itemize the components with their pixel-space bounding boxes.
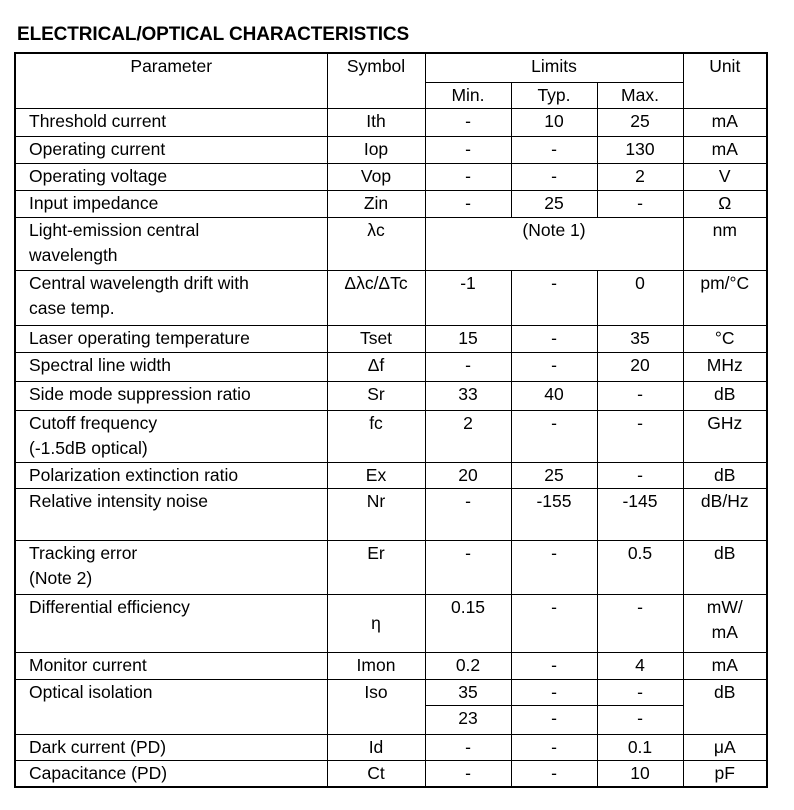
- max-cell: -145: [597, 488, 683, 540]
- max-cell: 0.1: [597, 734, 683, 760]
- header-typ: Typ.: [511, 82, 597, 108]
- parameter-cell: [15, 163, 327, 190]
- table-row: [15, 136, 767, 163]
- max-cell: 4: [597, 652, 683, 679]
- cell-line: Threshold current: [29, 110, 167, 131]
- table-row: [15, 217, 767, 270]
- section-title: ELECTRICAL/OPTICAL CHARACTERISTICS: [17, 24, 410, 45]
- max-cell: 2: [597, 163, 683, 190]
- typ-cell: -: [511, 410, 597, 462]
- unit-cell: [683, 594, 767, 652]
- unit-cell: [683, 325, 767, 352]
- cell-line: Monitor current: [29, 654, 147, 675]
- cell-line: V: [718, 165, 731, 186]
- symbol-cell: λc: [327, 217, 425, 270]
- unit-cell: [683, 760, 767, 787]
- cell-line: mA: [711, 621, 738, 642]
- unit-cell: [683, 734, 767, 760]
- table-body: [15, 53, 767, 787]
- parameter-cell: [15, 652, 327, 679]
- symbol-cell: Iop: [327, 136, 425, 163]
- characteristics-table: [14, 52, 768, 788]
- cell-line: Ω: [718, 192, 732, 213]
- table-row: [15, 540, 767, 594]
- typ-cell: -: [511, 679, 597, 705]
- unit-cell: [683, 108, 767, 136]
- max-cell: -: [597, 705, 683, 734]
- min-cell: -: [425, 163, 511, 190]
- cell-line: Dark current (PD): [29, 736, 167, 757]
- min-cell: -: [425, 136, 511, 163]
- min-cell: -: [425, 488, 511, 540]
- unit-cell: [683, 190, 767, 217]
- max-cell: 35: [597, 325, 683, 352]
- typ-cell: 25: [511, 190, 597, 217]
- table-row: [15, 190, 767, 217]
- cell-line: Tracking error: [29, 542, 138, 563]
- cell-line: Laser operating temperature: [29, 327, 250, 348]
- typ-cell: -: [511, 270, 597, 325]
- typ-cell: -: [511, 734, 597, 760]
- min-cell: -1: [425, 270, 511, 325]
- min-cell: 2: [425, 410, 511, 462]
- cell-line: dB: [714, 681, 736, 702]
- symbol-cell: Δf: [327, 352, 425, 381]
- table-row: [15, 488, 767, 540]
- cell-line: dB: [714, 542, 736, 563]
- max-cell: -: [597, 594, 683, 652]
- typ-cell: -: [511, 594, 597, 652]
- unit-cell: [683, 352, 767, 381]
- unit-cell: [683, 410, 767, 462]
- typ-cell: -: [511, 705, 597, 734]
- parameter-cell: [15, 410, 327, 462]
- parameter-cell: [15, 594, 327, 652]
- typ-cell: -: [511, 325, 597, 352]
- typ-cell: -: [511, 540, 597, 594]
- cell-line: mA: [711, 110, 738, 131]
- parameter-cell: [15, 270, 327, 325]
- max-cell: 0: [597, 270, 683, 325]
- cell-line: pF: [714, 762, 735, 783]
- symbol-cell: η: [327, 594, 425, 652]
- max-cell: -: [597, 381, 683, 410]
- unit-cell: [683, 381, 767, 410]
- min-cell: 33: [425, 381, 511, 410]
- header-symbol: Symbol: [327, 53, 425, 108]
- min-cell: -: [425, 734, 511, 760]
- unit-cell: [683, 652, 767, 679]
- table-row: [15, 108, 767, 136]
- note-cell: (Note 1): [425, 217, 683, 270]
- cell-line: Relative intensity noise: [29, 490, 208, 511]
- cell-line: mA: [711, 654, 738, 675]
- typ-cell: 10: [511, 108, 597, 136]
- min-cell: -: [425, 190, 511, 217]
- unit-cell: [683, 488, 767, 540]
- symbol-cell: Ith: [327, 108, 425, 136]
- typ-cell: 40: [511, 381, 597, 410]
- parameter-cell: [15, 679, 327, 734]
- max-cell: 25: [597, 108, 683, 136]
- symbol-cell: Er: [327, 540, 425, 594]
- parameter-cell: [15, 760, 327, 787]
- max-cell: 20: [597, 352, 683, 381]
- cell-line: (Note 2): [29, 567, 93, 588]
- min-cell: 20: [425, 462, 511, 488]
- cell-line: Operating current: [29, 138, 166, 159]
- min-cell: 15: [425, 325, 511, 352]
- cell-line: μA: [713, 736, 736, 757]
- parameter-cell: [15, 190, 327, 217]
- max-cell: -: [597, 410, 683, 462]
- typ-cell: -: [511, 163, 597, 190]
- cell-line: dB: [714, 464, 736, 485]
- min-cell: -: [425, 760, 511, 787]
- max-cell: -: [597, 462, 683, 488]
- min-cell: -: [425, 540, 511, 594]
- unit-cell: [683, 462, 767, 488]
- parameter-cell: [15, 540, 327, 594]
- symbol-cell: Id: [327, 734, 425, 760]
- unit-cell: [683, 217, 767, 270]
- table-row: [15, 679, 767, 705]
- min-cell: 0.2: [425, 652, 511, 679]
- table-row: [15, 734, 767, 760]
- symbol-cell: Iso: [327, 679, 425, 734]
- cell-line: Light-emission central: [29, 219, 200, 240]
- table-row: [15, 325, 767, 352]
- cell-line: Capacitance (PD): [29, 762, 168, 783]
- cell-line: mW/: [706, 596, 743, 617]
- table-row: [15, 760, 767, 787]
- table-row: [15, 270, 767, 325]
- cell-line: mA: [711, 138, 738, 159]
- typ-cell: -: [511, 760, 597, 787]
- table-row: [15, 352, 767, 381]
- unit-cell: [683, 270, 767, 325]
- cell-line: Input impedance: [29, 192, 159, 213]
- cell-line: Operating voltage: [29, 165, 168, 186]
- min-cell: -: [425, 352, 511, 381]
- cell-line: Cutoff frequency: [29, 412, 158, 433]
- min-cell: 0.15: [425, 594, 511, 652]
- max-cell: -: [597, 190, 683, 217]
- cell-line: Polarization extinction ratio: [29, 464, 239, 485]
- parameter-cell: [15, 352, 327, 381]
- parameter-cell: [15, 734, 327, 760]
- cell-line: GHz: [707, 412, 743, 433]
- max-cell: 0.5: [597, 540, 683, 594]
- symbol-cell: Imon: [327, 652, 425, 679]
- symbol-cell: Ex: [327, 462, 425, 488]
- typ-cell: 25: [511, 462, 597, 488]
- cell-line: nm: [712, 219, 737, 240]
- max-cell: 130: [597, 136, 683, 163]
- table-row: [15, 594, 767, 652]
- table-row: [15, 163, 767, 190]
- cell-line: case temp.: [29, 297, 115, 318]
- min-cell: -: [425, 108, 511, 136]
- parameter-cell: [15, 462, 327, 488]
- min-cell: 23: [425, 705, 511, 734]
- table-row: [15, 410, 767, 462]
- symbol-cell: Δλc/ΔTc: [327, 270, 425, 325]
- header-max: Max.: [597, 82, 683, 108]
- typ-cell: -: [511, 136, 597, 163]
- parameter-cell: [15, 136, 327, 163]
- cell-line: °C: [714, 327, 735, 348]
- max-cell: -: [597, 679, 683, 705]
- symbol-cell: Sr: [327, 381, 425, 410]
- header-unit: Unit: [683, 53, 767, 108]
- typ-cell: -: [511, 652, 597, 679]
- table-row: [15, 381, 767, 410]
- unit-cell: [683, 679, 767, 734]
- symbol-cell: Zin: [327, 190, 425, 217]
- cell-line: (-1.5dB optical): [29, 437, 148, 458]
- cell-line: Spectral line width: [29, 354, 172, 375]
- symbol-cell: Nr: [327, 488, 425, 540]
- cell-line: dB/Hz: [700, 490, 749, 511]
- cell-line: Side mode suppression ratio: [29, 383, 251, 404]
- unit-cell: [683, 136, 767, 163]
- cell-line: Differential efficiency: [29, 596, 190, 617]
- cell-line: pm/°C: [700, 272, 750, 293]
- min-cell: 35: [425, 679, 511, 705]
- table-row: [15, 462, 767, 488]
- header-min: Min.: [425, 82, 511, 108]
- symbol-cell: Ct: [327, 760, 425, 787]
- header-limits: Limits: [425, 53, 683, 82]
- symbol-cell: Vop: [327, 163, 425, 190]
- symbol-cell: Tset: [327, 325, 425, 352]
- cell-line: wavelength: [29, 244, 118, 265]
- typ-cell: -155: [511, 488, 597, 540]
- table-row: [15, 652, 767, 679]
- parameter-cell: [15, 108, 327, 136]
- parameter-cell: [15, 488, 327, 540]
- parameter-cell: [15, 217, 327, 270]
- header-parameter: Parameter: [15, 53, 327, 108]
- max-cell: 10: [597, 760, 683, 787]
- parameter-cell: [15, 381, 327, 410]
- cell-line: Optical isolation: [29, 681, 153, 702]
- unit-cell: [683, 163, 767, 190]
- typ-cell: -: [511, 352, 597, 381]
- symbol-cell: fc: [327, 410, 425, 462]
- header-row: [15, 53, 767, 82]
- cell-line: MHz: [706, 354, 743, 375]
- parameter-cell: [15, 325, 327, 352]
- cell-line: Central wavelength drift with: [29, 272, 249, 293]
- unit-cell: [683, 540, 767, 594]
- cell-line: dB: [714, 383, 736, 404]
